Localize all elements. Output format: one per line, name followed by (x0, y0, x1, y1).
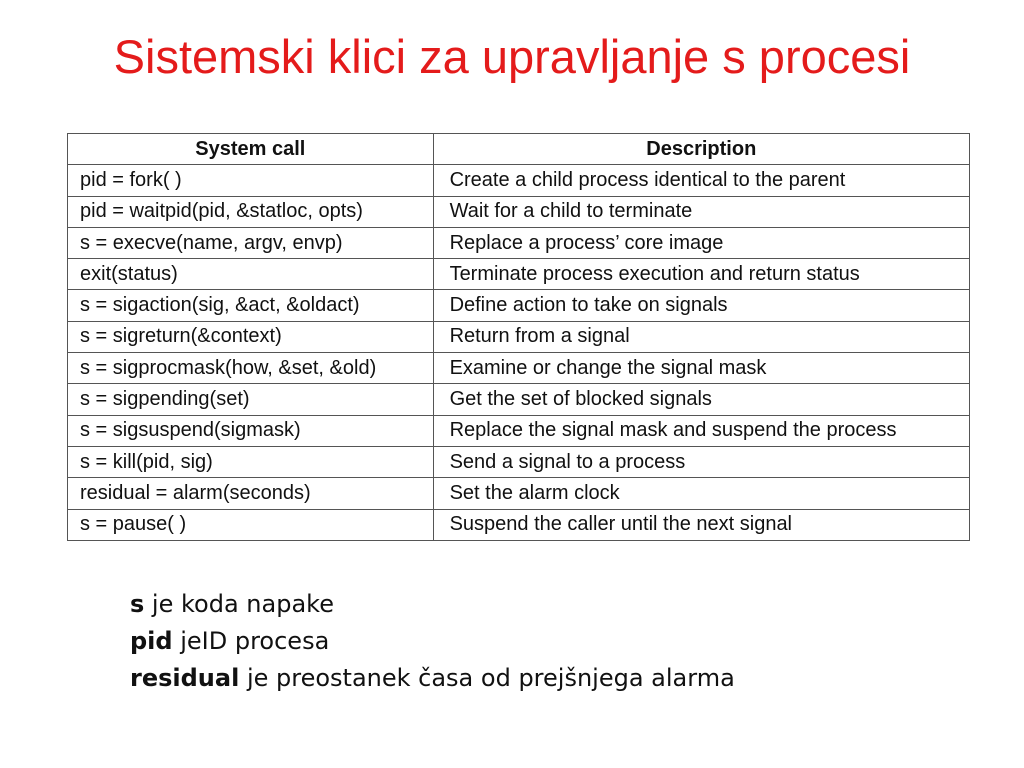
description-cell: Define action to take on signals (433, 290, 969, 321)
description-cell: Suspend the caller until the next signal (433, 509, 969, 540)
note-term: residual (130, 664, 240, 692)
description-cell: Create a child process identical to the parent (433, 165, 969, 196)
description-cell: Examine or change the signal mask (433, 353, 969, 384)
system-call-cell: s = sigprocmask(how, &set, &old) (68, 353, 434, 384)
column-header-description: Description (433, 134, 969, 165)
note-term: s (130, 590, 145, 618)
table-row (68, 384, 970, 415)
description-cell: Set the alarm clock (433, 478, 969, 509)
column-header-system-call: System call (68, 134, 434, 165)
note-text: jeID procesa (172, 627, 330, 655)
description-cell: Send a signal to a process (433, 446, 969, 477)
note-text: je preostanek časa od prejšnjega alarma (239, 664, 735, 692)
system-call-cell: exit(status) (68, 259, 434, 290)
note-item-s (130, 586, 735, 623)
system-call-cell: s = sigaction(sig, &act, &oldact) (68, 290, 434, 321)
description-cell: Replace the signal mask and suspend the process (433, 415, 969, 446)
slide-title: Sistemski klici za upravljanje s procesi (113, 30, 911, 83)
table-row (68, 509, 970, 540)
table-row (68, 259, 970, 290)
description-cell: Terminate process execution and return status (433, 259, 969, 290)
table-row (68, 196, 970, 227)
description-cell: Replace a process’ core image (433, 227, 969, 258)
system-call-cell: s = pause( ) (68, 509, 434, 540)
system-calls-table (67, 133, 970, 541)
system-call-cell: s = sigreturn(&context) (68, 321, 434, 352)
system-call-cell: s = kill(pid, sig) (68, 446, 434, 477)
table-row (68, 321, 970, 352)
table-row (68, 165, 970, 196)
table-row (68, 478, 970, 509)
note-item-residual (130, 660, 735, 697)
system-call-cell: pid = waitpid(pid, &statloc, opts) (68, 196, 434, 227)
note-term: pid (130, 627, 173, 655)
system-call-cell: residual = alarm(seconds) (68, 478, 434, 509)
system-call-cell: pid = fork( ) (68, 165, 434, 196)
note-item-pid (130, 623, 735, 660)
note-text: je koda napake (144, 590, 334, 618)
table-header-row (68, 134, 970, 165)
table-row (68, 227, 970, 258)
table-row (68, 446, 970, 477)
description-cell: Return from a signal (433, 321, 969, 352)
table-row (68, 290, 970, 321)
notes-list (130, 586, 735, 697)
description-cell: Wait for a child to terminate (433, 196, 969, 227)
description-cell: Get the set of blocked signals (433, 384, 969, 415)
system-call-cell: s = sigpending(set) (68, 384, 434, 415)
table-row (68, 415, 970, 446)
table-row (68, 353, 970, 384)
system-call-cell: s = execve(name, argv, envp) (68, 227, 434, 258)
system-call-cell: s = sigsuspend(sigmask) (68, 415, 434, 446)
